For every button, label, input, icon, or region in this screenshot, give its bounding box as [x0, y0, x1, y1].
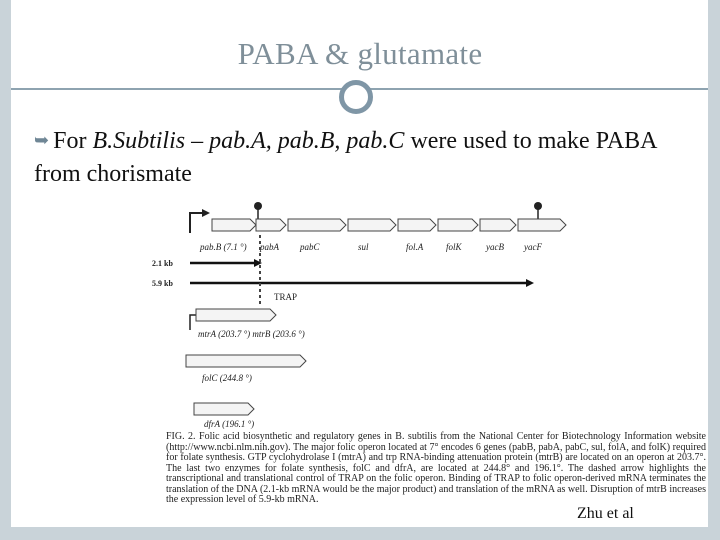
- folC-label: folC (244.8 °): [202, 373, 252, 383]
- gene-label-folA: fol.A: [406, 242, 424, 252]
- gene-arrow-folA: [398, 219, 436, 231]
- gene-arrow-mtr: [196, 309, 276, 321]
- gene-arrow-dfrA: [194, 403, 254, 415]
- bullet-arrow-icon: ➥: [34, 130, 50, 150]
- gene-arrow-yacB: [480, 219, 516, 231]
- slide-title: PABA & glutamate: [237, 36, 483, 71]
- bullet-suffix: were used to make PABA from chorismate: [34, 128, 657, 187]
- trap-label: TRAP: [274, 292, 298, 302]
- bullet-italic: B.Subtilis – pab.A, pab.B, pab.C: [92, 128, 405, 154]
- gene-arrow-sul: [348, 219, 396, 231]
- gene-arrow-pabC: [288, 219, 346, 231]
- gene-arrow-folK: [438, 219, 478, 231]
- gene-label-pabA: pabA: [260, 242, 279, 252]
- figure-caption: FIG. 2. Folic acid biosynthetic and regulatory genes in B. subtilis from the National Center for Biotechnology Information website (http://www.ncbi.nlm.nih.gov). The major folic operon located at 7° encodes 6 genes (pabB, pabA, pabC, sul, folA, and folK) required for folate synthesis. GTP cyclohydrolase I (mtrA) and trp RNA-binding attenuation protein (mtrB) are located on an operon at 203.7°. The last two enzymes for folate synthesis, folC and dfrA, are located at 244.8° and 196.1°. The dashed arrow highlights the transcriptional and translational control of TRAP on the folic operon. Binding of TRAP to folic operon-derived mRNA terminates the translation of the DNA (2.1-kb mRNA would be the major product) and translation of the mRNA as well. Disruption of mtrB increases the expression level of 5.9-kb mRNA.: [166, 431, 706, 505]
- credit-text: Zhu et al: [577, 505, 634, 522]
- gene-arrow-folC: [186, 355, 306, 367]
- operon-diagram: [150, 195, 705, 433]
- terminator-head-icon: [534, 202, 542, 210]
- gene-label-pabC: pabC: [300, 242, 320, 252]
- gene-arrow-pabA: [256, 219, 286, 231]
- mtr-label: mtrA (203.7 °) mtrB (203.6 °): [198, 329, 305, 339]
- dfrA-label: dfrA (196.1 °): [204, 419, 255, 429]
- gene-label-yacF: yacF: [524, 242, 542, 252]
- gene-label-sul: sul: [358, 242, 369, 252]
- transcript-label-2kb: 2.1 kb: [152, 259, 173, 268]
- gene-arrow-yacF: [518, 219, 566, 231]
- gene-label-pabB: pab.B (7.1 °): [200, 242, 247, 252]
- transcript-5kb-arrowhead-icon: [526, 279, 534, 287]
- bullet-text: [34, 124, 694, 191]
- promoter-icon: [190, 213, 202, 233]
- gene-label-yacB: yacB: [486, 242, 504, 252]
- terminator-head-icon: [254, 202, 262, 210]
- bottom-band: [0, 527, 720, 540]
- bullet-prefix: For: [53, 128, 93, 154]
- promoter-arrowhead-icon: [202, 209, 210, 217]
- transcript-label-5kb: 5.9 kb: [152, 279, 173, 288]
- gene-label-folK: folK: [446, 242, 462, 252]
- title-divider-circle-icon: [339, 80, 373, 114]
- gene-arrow-pabB: [212, 219, 256, 231]
